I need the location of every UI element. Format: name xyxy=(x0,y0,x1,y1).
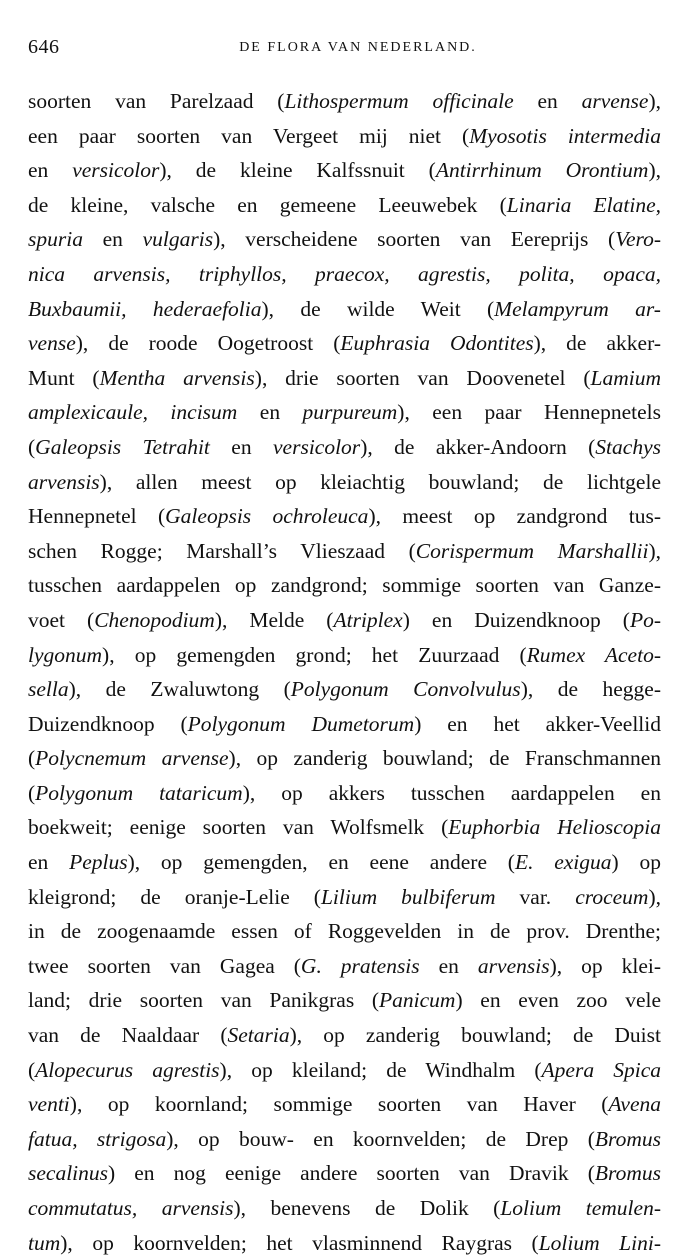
italic-species-name: secalinus xyxy=(28,1161,109,1186)
italic-species-name: Apera Spica xyxy=(541,1057,661,1082)
text-span: ), xyxy=(648,158,661,183)
italic-species-name: purpureum xyxy=(302,400,398,425)
italic-species-name: arvensis xyxy=(28,469,100,494)
text-span: de kleine, valsche en gemeene Leeuwebek ( xyxy=(28,192,507,217)
italic-species-name: Lolium temulen- xyxy=(500,1196,661,1220)
text-span: ), op bouw- en koornvelden; de Drep ( xyxy=(166,1126,595,1151)
text-span: ), op kleiland; de Windhalm ( xyxy=(219,1057,542,1082)
italic-species-name: Stachys xyxy=(595,434,661,459)
text-span: ( xyxy=(28,434,36,459)
italic-species-name: Rumex Aceto- xyxy=(526,642,661,667)
text-line xyxy=(28,983,661,1018)
italic-species-name: Antirrhinum Orontium xyxy=(435,158,649,183)
text-line xyxy=(28,672,661,707)
italic-species-name: Linaria Elatine, xyxy=(506,192,661,217)
italic-species-name: Polygonum Convolvulus xyxy=(290,677,521,702)
text-line xyxy=(28,153,661,188)
italic-species-name: tum xyxy=(28,1230,61,1255)
text-span: ), op zanderig bouwland; de Duist xyxy=(289,1023,661,1048)
text-span: ), op gemengden, en eene andere ( xyxy=(127,850,515,875)
italic-species-name: Bromus xyxy=(594,1161,661,1186)
text-line xyxy=(28,1226,661,1260)
italic-species-name: Euphorbia Helioscopia xyxy=(448,815,661,840)
text-line xyxy=(28,949,661,984)
text-span: twee soorten van Gagea ( xyxy=(28,953,301,978)
text-line xyxy=(28,568,661,603)
text-span: ), Melde ( xyxy=(214,607,334,632)
text-span: ), xyxy=(648,538,661,563)
body-text xyxy=(28,84,661,1260)
italic-species-name: Euphrasia Odontites xyxy=(340,331,534,356)
text-line xyxy=(28,880,661,915)
text-line xyxy=(28,395,661,430)
text-span: ), verscheidene soorten van Eereprijs ( xyxy=(213,227,616,252)
text-line xyxy=(28,257,661,292)
italic-species-name: Galeopsis Tetrahit xyxy=(35,434,210,459)
text-line xyxy=(28,1087,661,1122)
italic-species-name: Peplus xyxy=(69,850,128,875)
text-span: ), een paar Hennepnetels xyxy=(397,400,661,425)
text-line xyxy=(28,499,661,534)
italic-species-name: vense xyxy=(28,331,76,356)
text-span: ), de Zwaluwtong ( xyxy=(68,677,291,702)
text-line xyxy=(28,603,661,638)
text-line xyxy=(28,222,661,257)
text-line xyxy=(28,1018,661,1053)
italic-species-name: fatua, strigosa xyxy=(28,1126,167,1151)
text-line xyxy=(28,914,661,949)
text-span: Hennepnetel ( xyxy=(28,504,166,529)
text-span: ), op koornland; sommige soorten van Haver ( xyxy=(69,1092,609,1117)
italic-species-name: Bromus xyxy=(594,1126,661,1151)
text-span: ), drie soorten van Doovenetel ( xyxy=(254,365,591,390)
text-span: var. xyxy=(495,884,576,909)
italic-species-name: nica arvensis, triphyllos, praecox, agrestis, polita, opaca, xyxy=(28,261,661,286)
text-span: tusschen aardappelen op zandgrond; sommige soorten van Ganze- xyxy=(28,573,661,598)
italic-species-name: Lolium Lini- xyxy=(538,1230,661,1255)
text-line xyxy=(28,638,661,673)
italic-species-name: Po- xyxy=(629,607,661,632)
text-line xyxy=(28,188,661,223)
italic-species-name: commutatus, arvensis xyxy=(28,1196,234,1220)
text-span: boekweit; eenige soorten van Wolfsmelk ( xyxy=(28,815,449,840)
text-span: ), de hegge- xyxy=(520,677,661,702)
text-span: kleigrond; de oranje-Lelie ( xyxy=(28,884,321,909)
text-line xyxy=(28,292,661,327)
italic-species-name: Lithospermum officinale xyxy=(284,89,514,113)
text-span: en xyxy=(237,400,303,425)
text-line xyxy=(28,1122,661,1157)
text-line xyxy=(28,845,661,880)
italic-species-name: versicolor xyxy=(72,158,160,183)
text-span: van de Naaldaar ( xyxy=(28,1023,228,1048)
text-line xyxy=(28,326,661,361)
text-span: ( xyxy=(28,780,36,805)
italic-species-name: Polygonum Dumetorum xyxy=(187,711,415,736)
text-line xyxy=(28,84,661,119)
italic-species-name: Myosotis intermedia xyxy=(469,123,661,148)
text-span: ), op akkers tusschen aardappelen en xyxy=(242,780,661,805)
text-span: ) en het akker-Veellid xyxy=(414,711,661,736)
text-span: Duizendknoop ( xyxy=(28,711,188,736)
italic-species-name: Galeopsis ochroleuca xyxy=(165,504,369,529)
text-span: ), de akker-Andoorn ( xyxy=(360,434,596,459)
text-line xyxy=(28,707,661,742)
text-span: ), allen meest op kleiachtig bouwland; de lichtgele xyxy=(99,469,661,494)
text-span: en xyxy=(513,89,582,113)
italic-species-name: Setaria xyxy=(227,1023,290,1048)
italic-species-name: arvense xyxy=(581,89,649,113)
page-number: 646 xyxy=(28,36,60,58)
italic-species-name: croceum xyxy=(575,884,649,909)
text-line xyxy=(28,119,661,154)
italic-species-name: Vero- xyxy=(615,227,661,252)
italic-species-name: Polygonum tataricum xyxy=(35,780,243,805)
text-span: ), op klei- xyxy=(549,953,661,978)
italic-species-name: amplexicaule, incisum xyxy=(28,400,238,425)
text-span: een paar soorten van Vergeet mij niet ( xyxy=(28,123,470,148)
italic-species-name: lygonum xyxy=(28,642,103,667)
italic-species-name: Polycnemum arvense xyxy=(35,746,229,771)
italic-species-name: venti xyxy=(28,1092,70,1117)
text-span: ), op gemengden grond; het Zuurzaad ( xyxy=(102,642,527,667)
text-span: ), op koornvelden; het vlasminnend Raygras ( xyxy=(60,1230,539,1255)
italic-species-name: versicolor xyxy=(273,434,361,459)
text-span: schen Rogge; Marshall’s Vlieszaad ( xyxy=(28,538,416,563)
text-span: in de zoogenaamde essen of Roggevelden in de prov. Drenthe; xyxy=(28,919,661,944)
text-span: ) op xyxy=(611,850,661,875)
italic-species-name: Lilium bulbiferum xyxy=(320,884,496,909)
italic-species-name: Corispermum Marshallii xyxy=(415,538,649,563)
text-line xyxy=(28,776,661,811)
text-span: ( xyxy=(28,746,36,771)
text-line xyxy=(28,430,661,465)
text-span: ), de roode Oogetroost ( xyxy=(75,331,341,356)
running-head: DE FLORA VAN NEDERLAND. xyxy=(239,40,477,55)
text-line xyxy=(28,741,661,776)
text-span: en xyxy=(82,227,143,252)
text-line xyxy=(28,1053,661,1088)
text-span: soorten van Parelzaad ( xyxy=(28,89,285,113)
text-span: ) en nog eenige andere soorten van Dravik ( xyxy=(108,1161,595,1186)
italic-species-name: arvensis xyxy=(477,953,550,978)
italic-species-name: Melampyrum ar- xyxy=(494,296,661,321)
italic-species-name: Panicum xyxy=(379,988,456,1013)
italic-species-name: Alopecurus agrestis xyxy=(35,1057,220,1082)
italic-species-name: E. exigua xyxy=(514,850,612,875)
text-span: ), op zanderig bouwland; de Franschmannen xyxy=(228,746,661,771)
text-span: en xyxy=(419,953,478,978)
text-span: ( xyxy=(28,1057,36,1082)
italic-species-name: sella xyxy=(28,677,69,702)
text-line xyxy=(28,361,661,396)
text-span: Munt ( xyxy=(28,365,100,390)
italic-species-name: Buxbaumii, hederaefolia xyxy=(28,296,262,321)
text-span: ) en even zoo vele xyxy=(455,988,661,1013)
italic-species-name: Atriplex xyxy=(333,607,403,632)
text-line xyxy=(28,1191,661,1226)
text-span: ), xyxy=(648,884,661,909)
text-line xyxy=(28,534,661,569)
italic-species-name: Avena xyxy=(608,1092,661,1117)
italic-species-name: vulgaris xyxy=(142,227,214,252)
text-line xyxy=(28,465,661,500)
text-span: ), de wilde Weit ( xyxy=(261,296,495,321)
text-span: voet ( xyxy=(28,607,95,632)
text-span: en xyxy=(28,850,70,875)
italic-species-name: Lamium xyxy=(590,365,661,390)
text-span: ), de akker- xyxy=(533,331,661,356)
italic-species-name: Chenopodium xyxy=(94,607,215,632)
text-line xyxy=(28,810,661,845)
text-span: en xyxy=(209,434,273,459)
text-span: land; drie soorten van Panikgras ( xyxy=(28,988,380,1013)
text-span: ) en Duizendknoop ( xyxy=(402,607,630,632)
page-header xyxy=(28,36,650,66)
text-line xyxy=(28,1156,661,1191)
text-span: ), de kleine Kalfssnuit ( xyxy=(159,158,436,183)
text-span: ), benevens de Dolik ( xyxy=(233,1196,501,1220)
text-span: ), xyxy=(648,89,661,113)
text-span: ), meest op zandgrond tus- xyxy=(368,504,661,529)
italic-species-name: spuria xyxy=(28,227,83,252)
italic-species-name: G. pratensis xyxy=(300,953,420,978)
italic-species-name: Mentha arvensis xyxy=(99,365,255,390)
text-span: en xyxy=(28,158,73,183)
